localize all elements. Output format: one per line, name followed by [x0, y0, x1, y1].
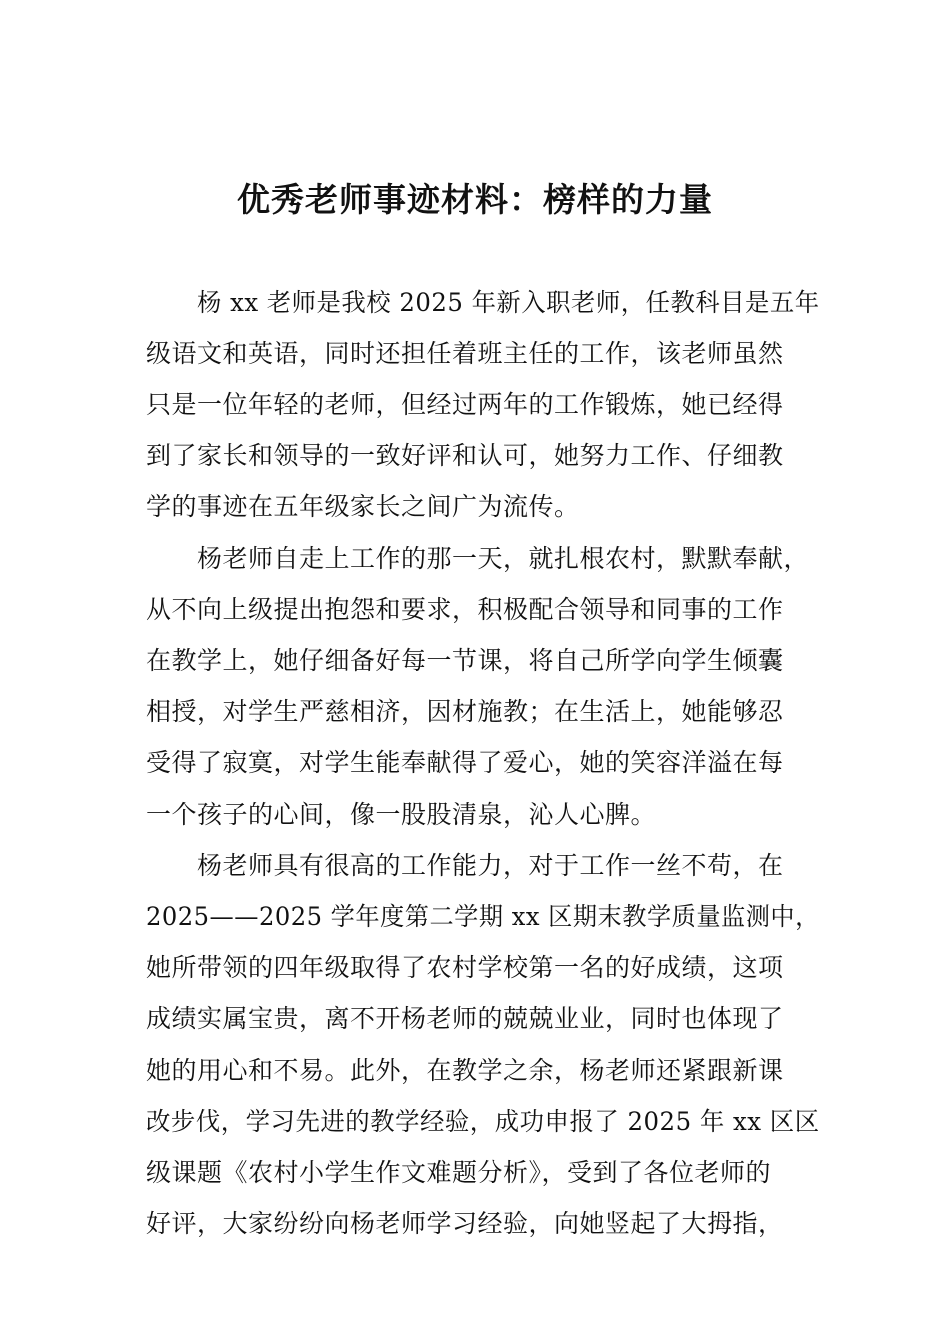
text-line: 只是一位年轻的老师，但经过两年的工作锻炼，她已经得 [146, 390, 784, 419]
text-line: 一个孩子的心间，像一股股清泉，沁人心脾。 [146, 800, 657, 829]
text-line: 受得了寂寞，对学生能奉献得了爱心，她的笑容洋溢在每 [146, 748, 784, 777]
text-line: 级语文和英语，同时还担任着班主任的工作，该老师虽然 [146, 339, 784, 368]
text-line: 成绩实属宝贵，离不开杨老师的兢兢业业，同时也体现了 [146, 1004, 784, 1033]
text-line: 好评，大家纷纷向杨老师学习经验，向她竖起了大拇指， [146, 1209, 784, 1238]
text-line: 学的事迹在五年级家长之间广为流传。 [146, 492, 580, 521]
text-line: 改步伐，学习先进的教学经验，成功申报了 2025 年 xx 区区 [146, 1107, 820, 1136]
text-line: 相授，对学生严慈相济，因材施教；在生活上，她能够忍 [146, 697, 784, 726]
text-line: 杨老师自走上工作的那一天，就扎根农村，默默奉献， [197, 544, 810, 573]
text-line: 从不向上级提出抱怨和要求，积极配合领导和同事的工作 [146, 595, 784, 624]
text-line: 杨老师具有很高的工作能力，对于工作一丝不苟，在 [197, 851, 784, 880]
text-line: 她的用心和不易。此外，在教学之余，杨老师还紧跟新课 [146, 1056, 784, 1085]
text-line: 2025——2025 学年度第二学期 xx 区期末教学质量监测中， [146, 902, 820, 931]
text-line: 杨 xx 老师是我校 2025 年新入职老师，任教科目是五年 [197, 288, 820, 317]
document-title: 优秀老师事迹材料：榜样的力量 [237, 180, 713, 219]
text-line: 她所带领的四年级取得了农村学校第一名的好成绩，这项 [146, 953, 784, 982]
text-line: 级课题《农村小学生作文难题分析》，受到了各位老师的 [146, 1158, 772, 1187]
text-line: 在教学上，她仔细备好每一节课，将自己所学向学生倾囊 [146, 646, 784, 675]
text-line: 到了家长和领导的一致好评和认可，她努力工作、仔细教 [146, 441, 784, 470]
